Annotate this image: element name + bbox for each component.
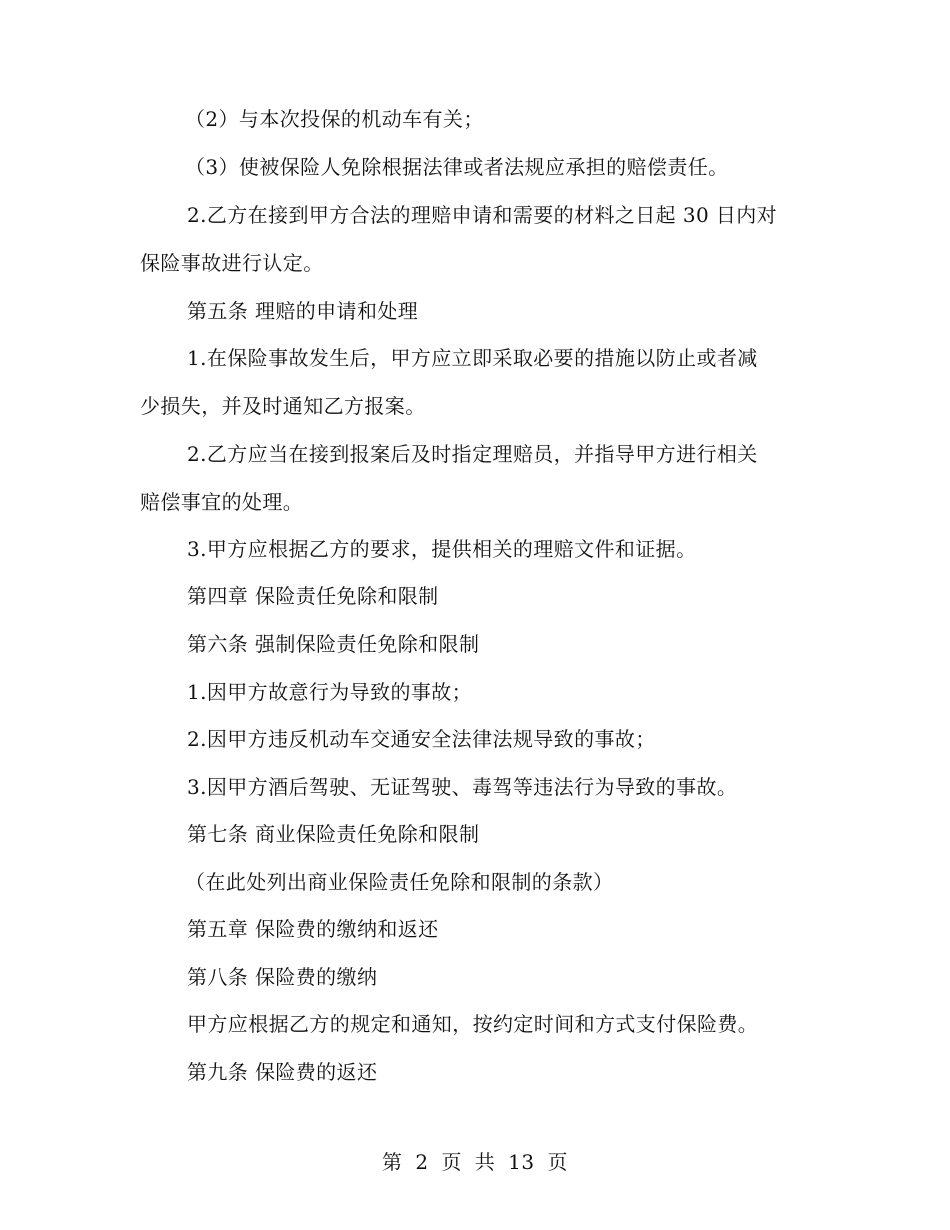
paragraph-line: 少损失，并及时通知乙方报案。: [140, 394, 426, 418]
article-heading: 第九条 保险费的返还: [187, 1060, 378, 1084]
article-heading: 第八条 保险费的缴纳: [187, 965, 378, 989]
page-number-footer: 第 2 页 共 13 页: [382, 1150, 568, 1174]
chapter-heading: 第五章 保险费的缴纳和返还: [187, 917, 439, 941]
article-heading: 第七条 商业保险责任免除和限制: [187, 822, 480, 846]
paragraph-line: （2）与本次投保的机动车有关；: [185, 107, 484, 131]
paragraph-line: （3）使被保险人免除根据法律或者法规应承担的赔偿责任。: [185, 155, 729, 179]
paragraph-line: 3.甲方应根据乙方的要求，提供相关的理赔文件和证据。: [187, 537, 697, 561]
paragraph-line: 2.因甲方违反机动车交通安全法律法规导致的事故；: [187, 727, 656, 751]
paragraph-line: 2.乙方在接到甲方合法的理赔申请和需要的材料之日起 30 日内对: [187, 203, 778, 227]
paragraph-line: 1.因甲方故意行为导致的事故；: [187, 680, 473, 704]
paragraph-line: 2.乙方应当在接到报案后及时指定理赔员，并指导甲方进行相关: [187, 442, 758, 466]
paragraph-line: 3.因甲方酒后驾驶、无证驾驶、毒驾等违法行为导致的事故。: [187, 775, 738, 799]
paragraph-line: 甲方应根据乙方的规定和通知，按约定时间和方式支付保险费。: [187, 1012, 759, 1036]
article-heading: 第六条 强制保险责任免除和限制: [187, 632, 480, 656]
paragraph-line: 赔偿事宜的处理。: [140, 490, 304, 514]
paragraph-line: 保险事故进行认定。: [140, 251, 324, 275]
paragraph-line: （在此处列出商业保险责任免除和限制的条款）: [185, 870, 614, 894]
article-heading: 第五条 理赔的申请和处理: [187, 299, 419, 323]
paragraph-line: 1.在保险事故发生后，甲方应立即采取必要的措施以防止或者减: [187, 346, 758, 370]
chapter-heading: 第四章 保险责任免除和限制: [187, 584, 439, 608]
